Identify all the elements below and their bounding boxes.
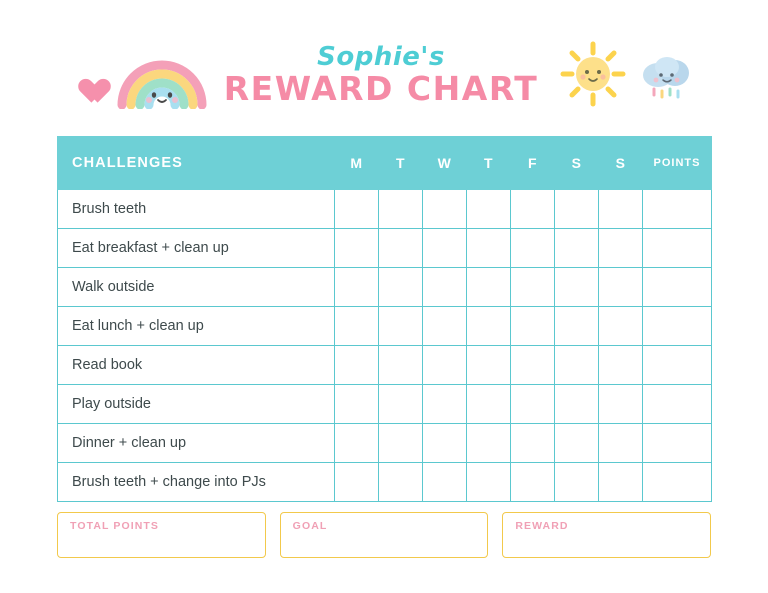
- task-label: Eat lunch + clean up: [58, 307, 335, 346]
- checkbox-cell-sat[interactable]: [555, 463, 599, 502]
- table-row: [58, 385, 712, 424]
- checkbox-cell-fri[interactable]: [511, 424, 555, 463]
- checkbox-cell-sat[interactable]: [555, 229, 599, 268]
- checkbox-cell-thu[interactable]: [467, 190, 511, 229]
- checkbox-cell-wed[interactable]: [423, 424, 467, 463]
- footer-summary: [57, 512, 711, 558]
- header-challenges: CHALLENGES: [58, 137, 335, 190]
- checkbox-cell-mon[interactable]: [335, 307, 379, 346]
- checkbox-cell-fri[interactable]: [511, 229, 555, 268]
- sun-icon: [560, 41, 626, 107]
- points-cell[interactable]: [643, 385, 712, 424]
- checkbox-cell-thu[interactable]: [467, 346, 511, 385]
- checkbox-cell-sat[interactable]: [555, 268, 599, 307]
- task-label: Brush teeth + change into PJs: [58, 463, 335, 502]
- reward-label: REWARD: [515, 520, 569, 532]
- reward-chart-table: [57, 136, 712, 502]
- cloud-icon: [638, 49, 696, 105]
- header-day-monday: M: [335, 137, 379, 190]
- checkbox-cell-fri[interactable]: [511, 385, 555, 424]
- checkbox-cell-sat[interactable]: [555, 346, 599, 385]
- checkbox-cell-mon[interactable]: [335, 190, 379, 229]
- checkbox-cell-wed[interactable]: [423, 268, 467, 307]
- checkbox-cell-sat[interactable]: [555, 385, 599, 424]
- checkbox-cell-wed[interactable]: [423, 307, 467, 346]
- task-label: Brush teeth: [58, 190, 335, 229]
- checkbox-cell-fri[interactable]: [511, 463, 555, 502]
- checkbox-cell-tue[interactable]: [379, 463, 423, 502]
- checkbox-cell-thu[interactable]: [467, 268, 511, 307]
- table-row: [58, 229, 712, 268]
- points-cell[interactable]: [643, 268, 712, 307]
- header-day-thursday: T: [467, 137, 511, 190]
- checkbox-cell-sun[interactable]: [599, 307, 643, 346]
- table-row: [58, 463, 712, 502]
- checkbox-cell-wed[interactable]: [423, 385, 467, 424]
- table-row: [58, 268, 712, 307]
- checkbox-cell-wed[interactable]: [423, 229, 467, 268]
- checkbox-cell-sun[interactable]: [599, 424, 643, 463]
- checkbox-cell-mon[interactable]: [335, 424, 379, 463]
- checkbox-cell-mon[interactable]: [335, 346, 379, 385]
- checkbox-cell-sat[interactable]: [555, 307, 599, 346]
- total-points-label: TOTAL POINTS: [70, 520, 160, 532]
- table-header-row: [58, 137, 712, 190]
- points-cell[interactable]: [643, 190, 712, 229]
- checkbox-cell-tue[interactable]: [379, 307, 423, 346]
- task-label: Walk outside: [58, 268, 335, 307]
- checkbox-cell-thu[interactable]: [467, 385, 511, 424]
- checkbox-cell-tue[interactable]: [379, 268, 423, 307]
- checkbox-cell-thu[interactable]: [467, 463, 511, 502]
- goal-box[interactable]: [280, 512, 489, 558]
- chart-title: [218, 41, 545, 108]
- task-label: Eat breakfast + clean up: [58, 229, 335, 268]
- checkbox-cell-tue[interactable]: [379, 346, 423, 385]
- checkbox-cell-tue[interactable]: [379, 190, 423, 229]
- points-cell[interactable]: [643, 463, 712, 502]
- header-day-friday: F: [511, 137, 555, 190]
- header-day-saturday: S: [555, 137, 599, 190]
- points-cell[interactable]: [643, 424, 712, 463]
- header-day-wednesday: W: [423, 137, 467, 190]
- checkbox-cell-sun[interactable]: [599, 463, 643, 502]
- checkbox-cell-sun[interactable]: [599, 385, 643, 424]
- points-cell[interactable]: [643, 229, 712, 268]
- heart-icon: [72, 67, 102, 95]
- checkbox-cell-mon[interactable]: [335, 463, 379, 502]
- checkbox-cell-fri[interactable]: [511, 190, 555, 229]
- checkbox-cell-mon[interactable]: [335, 229, 379, 268]
- checkbox-cell-tue[interactable]: [379, 229, 423, 268]
- checkbox-cell-thu[interactable]: [467, 424, 511, 463]
- checkbox-cell-wed[interactable]: [423, 190, 467, 229]
- checkbox-cell-fri[interactable]: [511, 346, 555, 385]
- task-label: Play outside: [58, 385, 335, 424]
- checkbox-cell-thu[interactable]: [467, 229, 511, 268]
- table-row: [58, 307, 712, 346]
- checkbox-cell-sun[interactable]: [599, 346, 643, 385]
- header-day-tuesday: T: [379, 137, 423, 190]
- checkbox-cell-tue[interactable]: [379, 424, 423, 463]
- chart-title-main: REWARD CHART: [223, 68, 539, 108]
- header-points: POINTS: [643, 137, 712, 190]
- total-points-box[interactable]: [57, 512, 266, 558]
- checkbox-cell-thu[interactable]: [467, 307, 511, 346]
- table-row: [58, 346, 712, 385]
- reward-box[interactable]: [502, 512, 711, 558]
- points-cell[interactable]: [643, 346, 712, 385]
- checkbox-cell-fri[interactable]: [511, 307, 555, 346]
- goal-label: GOAL: [292, 520, 328, 532]
- points-cell[interactable]: [643, 307, 712, 346]
- checkbox-cell-sat[interactable]: [555, 190, 599, 229]
- checkbox-cell-wed[interactable]: [423, 463, 467, 502]
- rainbow-icon: [116, 47, 208, 109]
- checkbox-cell-wed[interactable]: [423, 346, 467, 385]
- checkbox-cell-fri[interactable]: [511, 268, 555, 307]
- checkbox-cell-sun[interactable]: [599, 190, 643, 229]
- table-row: [58, 424, 712, 463]
- chart-header: [0, 28, 768, 120]
- checkbox-cell-mon[interactable]: [335, 268, 379, 307]
- checkbox-cell-sun[interactable]: [599, 268, 643, 307]
- table-row: [58, 190, 712, 229]
- task-label: Dinner + clean up: [58, 424, 335, 463]
- task-label: Read book: [58, 346, 335, 385]
- checkbox-cell-sat[interactable]: [555, 424, 599, 463]
- checkbox-cell-mon[interactable]: [335, 385, 379, 424]
- header-inner: [72, 39, 697, 109]
- checkbox-cell-tue[interactable]: [379, 385, 423, 424]
- header-day-sunday: S: [599, 137, 643, 190]
- checkbox-cell-sun[interactable]: [599, 229, 643, 268]
- chart-title-name: Sophie's: [317, 41, 445, 72]
